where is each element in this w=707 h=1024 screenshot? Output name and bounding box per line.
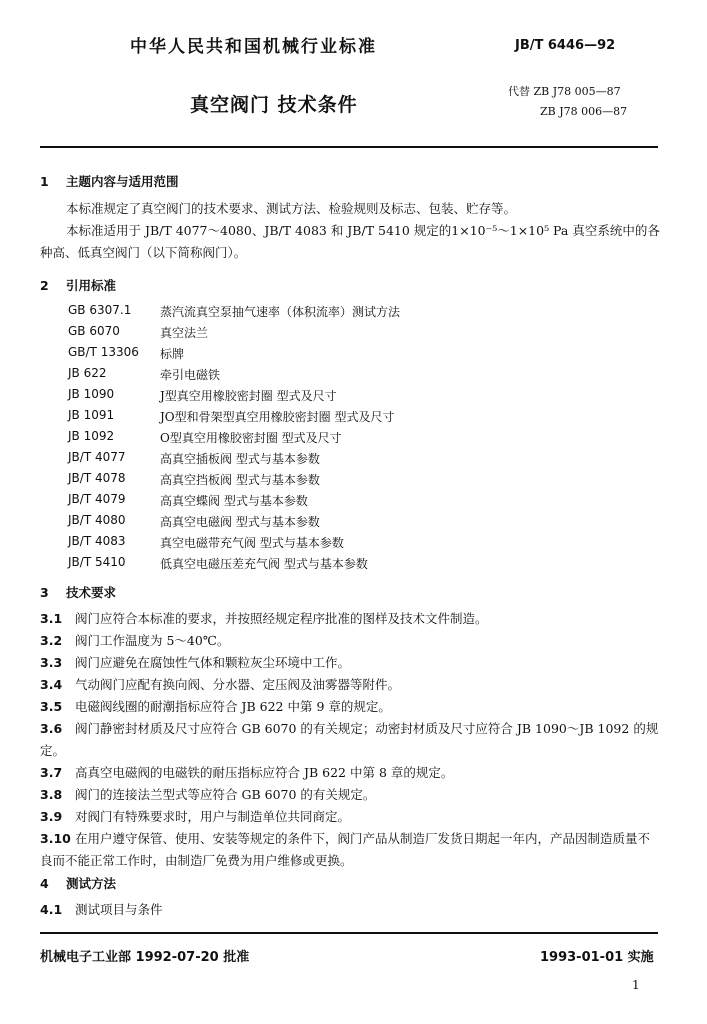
reference-code: JB 622 xyxy=(68,366,107,380)
footer-rule xyxy=(40,932,658,934)
document-title: 真空阀门 技术条件 xyxy=(190,94,358,116)
reference-name: 真空电磁带充气阀 型式与基本参数 xyxy=(160,536,344,550)
reference-code: JB/T 4080 xyxy=(68,513,126,527)
reference-code: GB 6307.1 xyxy=(68,303,132,317)
item-text: 阀门工作温度为 5～40℃。 xyxy=(75,633,230,648)
header-rule xyxy=(40,146,658,148)
item-text: 在用户遵守保管、使用、安装等规定的条件下，阀门产品从制造厂发货日期起一年内，产品因制造质量不良而不能正常工作时，由制造厂免费为用户维修或更换。 xyxy=(40,831,651,868)
item-number: 3.7 xyxy=(40,765,63,780)
reference-name: 标牌 xyxy=(160,347,185,361)
section-1-title: 主题内容与适用范围 xyxy=(66,174,179,189)
section-1-heading xyxy=(40,172,179,190)
requirement-item xyxy=(40,828,660,872)
item-number: 3.5 xyxy=(40,699,63,714)
requirement-item xyxy=(40,806,660,828)
reference-code: JB 1090 xyxy=(68,387,115,401)
reference-name: 低真空电磁压差充气阀 型式与基本参数 xyxy=(160,557,368,571)
item-text: 高真空电磁阀的电磁铁的耐压指标应符合 JB 622 中第 8 章的规定。 xyxy=(75,765,454,780)
effective-date: 1993-01-01 实施 xyxy=(540,950,654,965)
reference-code: JB/T 4078 xyxy=(68,471,126,485)
item-text: 对阀门有特殊要求时，用户与制造单位共同商定。 xyxy=(75,809,351,824)
requirement-item xyxy=(40,784,660,806)
item-number: 3.2 xyxy=(40,633,63,648)
reference-name: 牵引电磁铁 xyxy=(160,368,221,382)
requirement-item xyxy=(40,674,660,696)
reference-name: 高真空挡板阀 型式与基本参数 xyxy=(160,473,320,487)
subsection-4-1 xyxy=(40,899,660,921)
item-text: 测试项目与条件 xyxy=(75,902,163,917)
section-1-para-2-text: 本标准适用于 JB/T 4077～4080、JB/T 4083 和 JB/T 5410 规定的1×10⁻⁵～1×10⁵ Pa 真空系统中的各种高、低真空阀门（以下简称阀门）。 xyxy=(40,223,660,260)
reference-code: JB/T 5410 xyxy=(68,555,126,569)
section-3-number: 3 xyxy=(40,585,49,600)
section-3-heading xyxy=(40,583,116,601)
item-number: 3.6 xyxy=(40,721,63,736)
item-number: 3.4 xyxy=(40,677,63,692)
requirement-item xyxy=(40,762,660,784)
reference-code: JB 1091 xyxy=(68,408,115,422)
section-3-title: 技术要求 xyxy=(66,585,117,600)
section-4-heading xyxy=(40,874,116,892)
item-text: 气动阀门应配有换向阀、分水器、定压阀及油雾器等附件。 xyxy=(75,677,401,692)
reference-name: JO型和骨架型真空用橡胶密封圈 型式及尺寸 xyxy=(160,410,395,424)
section-1-para-1 xyxy=(40,198,660,220)
reference-name: 真空法兰 xyxy=(160,326,209,340)
section-1-para-1-text: 本标准规定了真空阀门的技术要求、测试方法、检验规则及标志、包装、贮存等。 xyxy=(66,201,517,216)
page-number: 1 xyxy=(632,978,640,992)
approval-line: 机械电子工业部 1992-07-20 批准 xyxy=(40,950,250,965)
section-2-title: 引用标准 xyxy=(66,278,117,293)
section-1-number: 1 xyxy=(40,174,49,189)
replaces-line-1: 代替 ZB J78 005—87 xyxy=(508,85,621,98)
reference-name: J型真空用橡胶密封圈 型式及尺寸 xyxy=(160,389,337,403)
item-number: 3.3 xyxy=(40,655,63,670)
item-text: 电磁阀线圈的耐潮指标应符合 JB 622 中第 9 章的规定。 xyxy=(75,699,391,714)
section-2-heading xyxy=(40,276,116,294)
section-4-title: 测试方法 xyxy=(66,876,117,891)
reference-code: JB/T 4083 xyxy=(68,534,126,548)
item-number: 3.10 xyxy=(40,831,71,846)
reference-name: 蒸汽流真空泵抽气速率（体积流率）测试方法 xyxy=(160,305,401,319)
replaces-line-2: ZB J78 006—87 xyxy=(540,105,628,118)
section-1-para-2 xyxy=(40,220,660,264)
item-text: 阀门应避免在腐蚀性气体和颗粒灰尘环境中工作。 xyxy=(75,655,351,670)
requirement-item xyxy=(40,652,660,674)
standard-number: JB/T 6446—92 xyxy=(515,38,616,53)
reference-code: GB/T 13306 xyxy=(68,345,139,359)
reference-name: 高真空蝶阀 型式与基本参数 xyxy=(160,494,308,508)
replaces-block xyxy=(508,82,627,122)
item-number: 3.1 xyxy=(40,611,63,626)
section-4-number: 4 xyxy=(40,876,49,891)
requirement-item xyxy=(40,718,660,762)
reference-name: 高真空电磁阀 型式与基本参数 xyxy=(160,515,320,529)
reference-code: JB 1092 xyxy=(68,429,115,443)
reference-code: JB/T 4077 xyxy=(68,450,126,464)
section-2-number: 2 xyxy=(40,278,49,293)
requirement-item xyxy=(40,696,660,718)
item-number: 3.8 xyxy=(40,787,63,802)
reference-name: 高真空插板阀 型式与基本参数 xyxy=(160,452,320,466)
reference-code: GB 6070 xyxy=(68,324,120,338)
reference-name: O型真空用橡胶密封圈 型式及尺寸 xyxy=(160,431,342,445)
item-number: 3.9 xyxy=(40,809,63,824)
item-text: 阀门的连接法兰型式等应符合 GB 6070 的有关规定。 xyxy=(75,787,376,802)
item-text: 阀门应符合本标准的要求，并按照经规定程序批准的图样及技术文件制造。 xyxy=(75,611,488,626)
reference-list xyxy=(68,303,658,583)
requirement-item xyxy=(40,630,660,652)
item-number: 4.1 xyxy=(40,902,63,917)
item-text: 阀门静密封材质及尺寸应符合 GB 6070 的有关规定；动密封材质及尺寸应符合 JB 1090～JB 1092 的规定。 xyxy=(40,721,659,758)
requirement-item xyxy=(40,608,660,630)
standard-category-title: 中华人民共和国机械行业标准 xyxy=(130,37,377,57)
reference-code: JB/T 4079 xyxy=(68,492,126,506)
